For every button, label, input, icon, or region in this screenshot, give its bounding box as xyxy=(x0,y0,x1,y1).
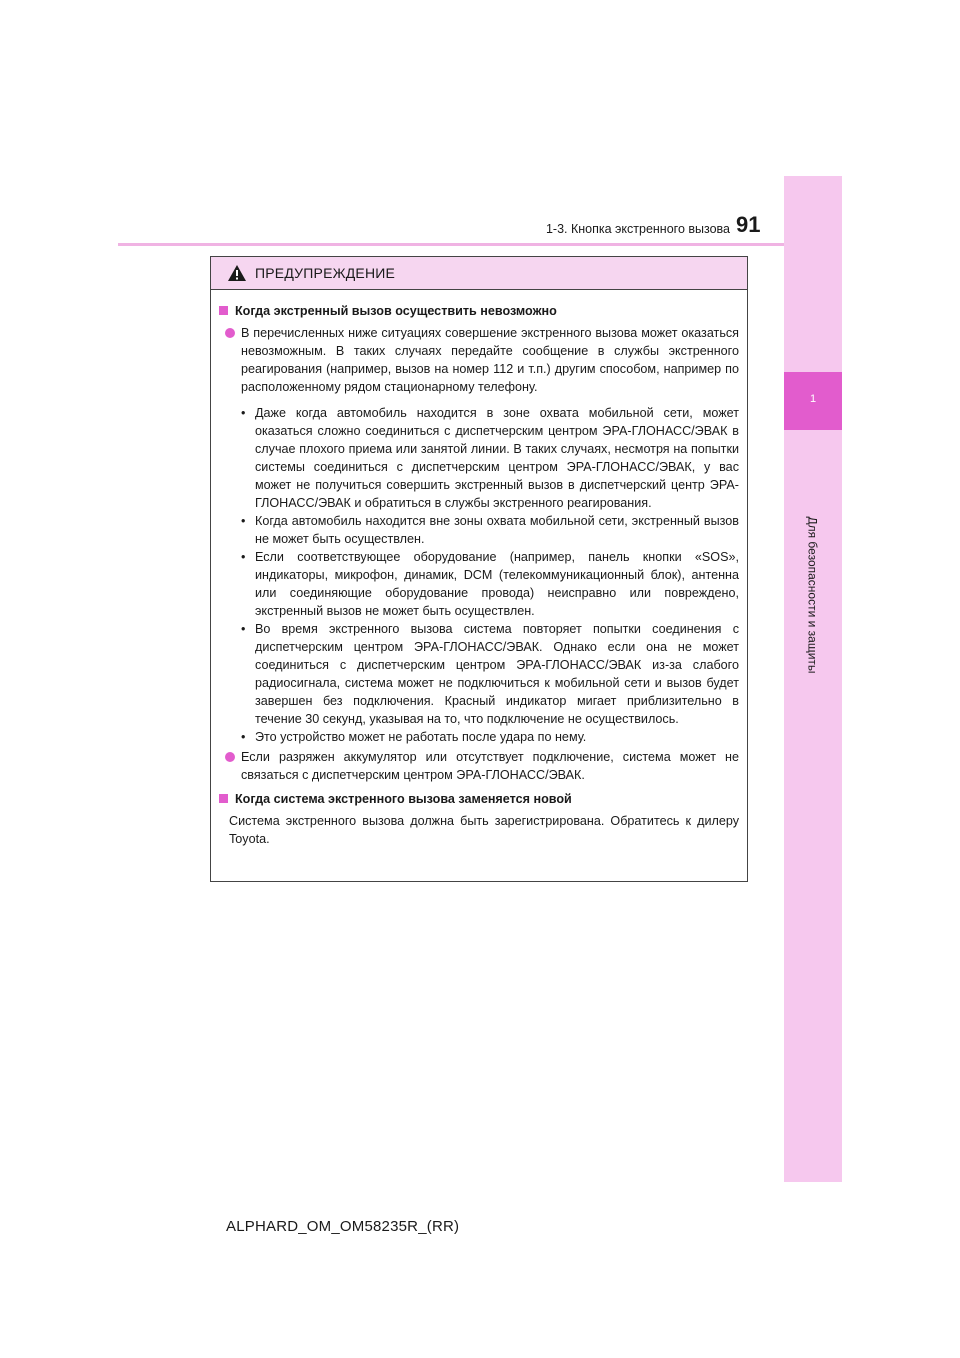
warning-box xyxy=(210,256,748,882)
list-item-text: В перечисленных ниже ситуациях совершение экстренного вызова может оказаться невозможным. В таких случаях передайте сообщение в службы экстренного реагирования (например, вызов на номер 112 и т.п.) другим способом, например по расположенному рядом стационарному телефону. xyxy=(241,326,739,394)
warning-title: ПРЕДУПРЕЖДЕНИЕ xyxy=(255,265,396,281)
dot-bullet-icon: • xyxy=(241,622,246,636)
sub-list-item-text: Если соответствующее оборудование (например, панель кнопки «SOS», индикаторы, микрофон, динамик, DCM (телекоммуникационный блок), антенна или соединяющие оборудование провода) неисправно или повреждено, экстренный вызов не может быть осуществлен. xyxy=(255,550,739,618)
chapter-title: Для безопасности и защиты xyxy=(806,516,821,674)
sub-list xyxy=(241,404,739,746)
list-item-text: Если разряжен аккумулятор или отсутствует подключение, система может не связаться с диспетчерским центром ЭРА-ГЛОНАСС/ЭВАК. xyxy=(241,750,739,782)
sub-list-item-text: Это устройство может не работать после удара по нему. xyxy=(255,730,587,744)
warning-triangle-icon xyxy=(227,264,247,282)
list-item xyxy=(225,748,739,784)
section-heading-text: Когда экстренный вызов осуществить невозможно xyxy=(235,304,557,318)
list-item xyxy=(225,324,739,396)
round-bullet-icon xyxy=(225,752,235,762)
dot-bullet-icon: • xyxy=(241,550,246,564)
page-number: 91 xyxy=(736,212,761,237)
warning-content xyxy=(211,290,747,848)
sub-list-item xyxy=(241,404,739,512)
side-tab xyxy=(784,176,842,1182)
dot-bullet-icon: • xyxy=(241,730,246,744)
sub-list-item xyxy=(241,548,739,620)
section-heading xyxy=(219,790,739,808)
section-heading-text: Когда система экстренного вызова заменяется новой xyxy=(235,792,572,806)
sub-list-item-text: Даже когда автомобиль находится в зоне охвата мобильной сети, может оказаться сложно соединиться с диспетчерским центром ЭРА-ГЛОНАСС/ЭВАК в случае плохого приема или занятой линии. В таких случаях, несмотря на попытки системы соединиться с диспетчерским центром ЭРА-ГЛОНАСС/ЭВАК, у вас может не получиться совершить экстренный вызов в диспетчерский центр ЭРА-ГЛОНАСС/ЭВАК и обратиться в службы экстренного реагирования. xyxy=(255,406,739,510)
section-heading xyxy=(219,302,739,320)
header-rule xyxy=(118,243,784,246)
sub-list-item-text: Во время экстренного вызова система повторяет попытки соединения с диспетчерским центром ЭРА-ГЛОНАСС/ЭВАК. Однако если она не может соединиться с диспетчерским центром ЭРА-ГЛОНАСС/ЭВАК из-за слабого радиосигнала, система может не подключиться к мобильной сети и вызов будет завершен без подключения. Красный индикатор мигает приблизительно в течение 30 секунд, указывая на то, что подключение не осуществилось. xyxy=(255,622,739,726)
square-bullet-icon xyxy=(219,794,228,803)
dot-bullet-icon: • xyxy=(241,514,246,528)
section-title: 1-3. Кнопка экстренного вызова xyxy=(545,222,730,236)
dot-bullet-icon: • xyxy=(241,406,246,420)
sub-list-item-text: Когда автомобиль находится вне зоны охвата мобильной сети, экстренный вызов не может быть осуществлен. xyxy=(255,514,739,546)
square-bullet-icon xyxy=(219,306,228,315)
sub-list-item xyxy=(241,512,739,548)
document-code: ALPHARD_OM_OM58235R_(RR) xyxy=(226,1218,460,1235)
sub-list-item xyxy=(241,620,739,728)
section-paragraph: Система экстренного вызова должна быть зарегистрирована. Обратитесь к дилеру Toyota. xyxy=(229,814,739,846)
chapter-title-vertical xyxy=(790,516,836,674)
warning-header xyxy=(211,257,747,290)
chapter-number: 1 xyxy=(784,372,842,430)
sub-list-item xyxy=(241,728,739,746)
round-bullet-icon xyxy=(225,328,235,338)
